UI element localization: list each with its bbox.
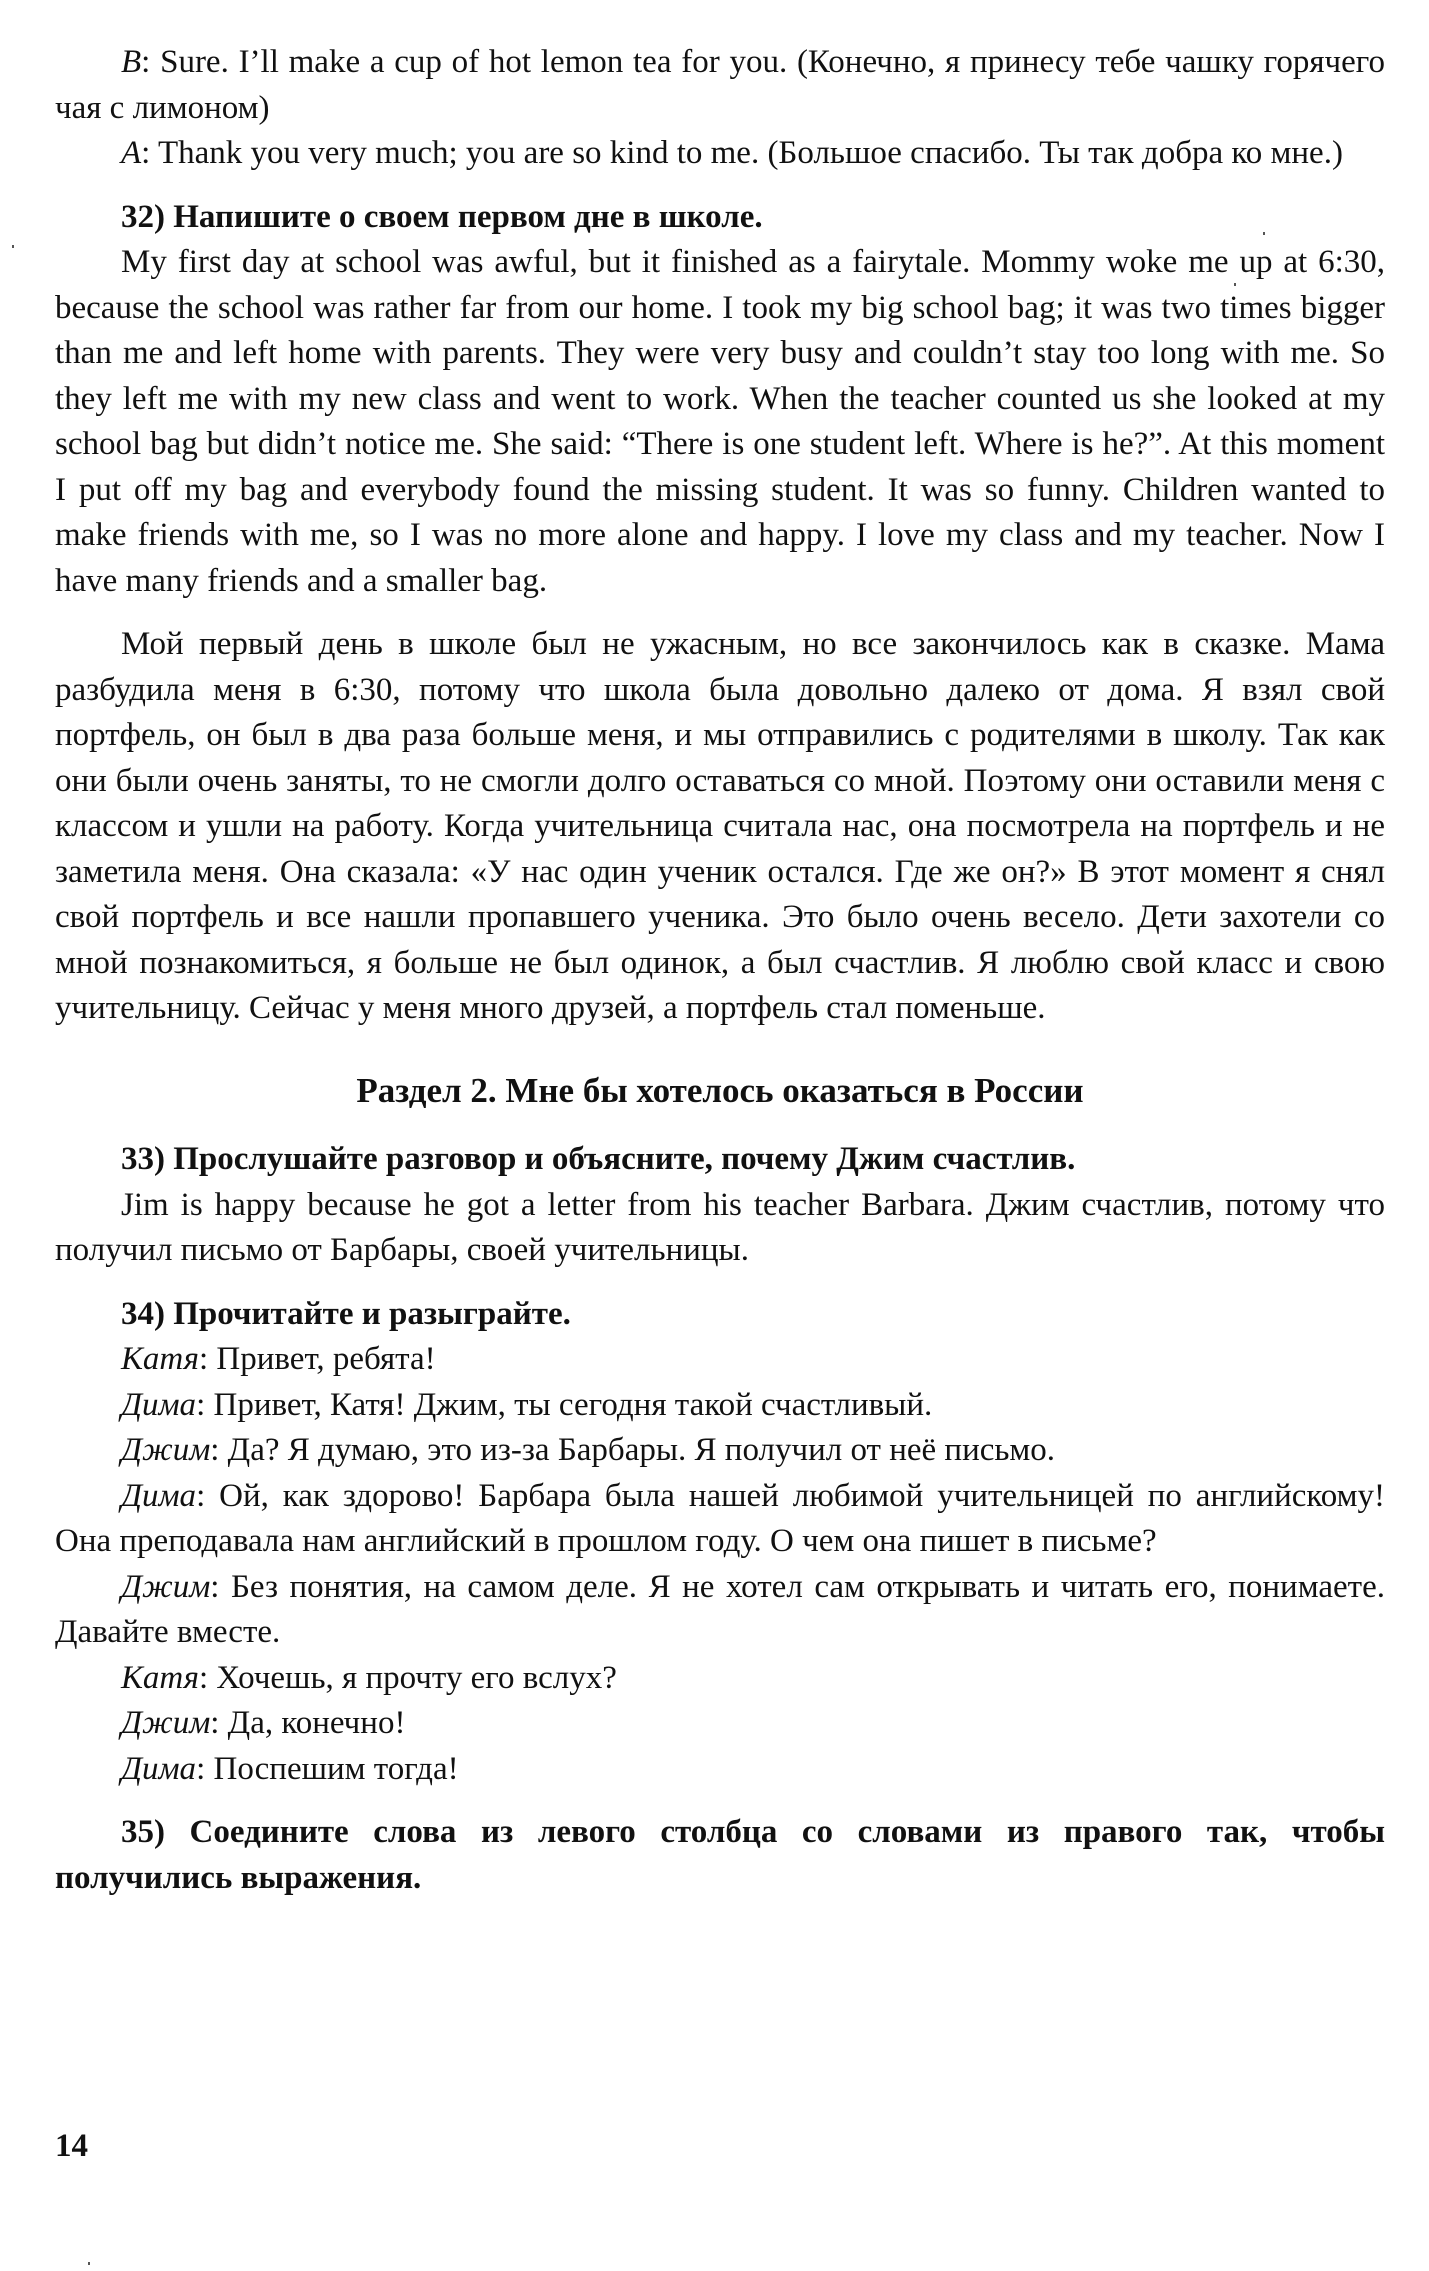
page-number: 14	[55, 2128, 88, 2164]
speaker: Дима	[121, 1477, 197, 1514]
speaker: Дима	[121, 1750, 197, 1787]
line-text: : Хочешь, я прочту его вслух?	[199, 1659, 617, 1696]
scan-speck	[12, 245, 14, 248]
line-text: : Да? Я думаю, это из-за Барбары. Я получил от неё письмо.	[210, 1432, 1056, 1468]
line-text: : Привет, ребята!	[199, 1341, 436, 1377]
line-text: : Да, конечно!	[210, 1705, 406, 1741]
scan-speck	[1263, 232, 1265, 235]
speaker: Джим	[121, 1568, 211, 1605]
scan-speck	[1234, 283, 1236, 286]
document-page	[55, 40, 1385, 1901]
speaker: Катя	[121, 1341, 199, 1377]
task-33-title: 33) Прослушайте разговор и объясните, почему Джим счастлив.	[121, 1141, 1076, 1177]
line-text: : Без понятия, на самом деле. Я не хотел сам открывать и читать его, понимаете. Давайте вместе.	[55, 1568, 1385, 1650]
dialogue-line	[55, 1701, 1385, 1747]
speaker: Джим	[121, 1432, 211, 1468]
speaker: B	[121, 44, 142, 80]
task-34-title: 34) Прочитайте и разыграйте.	[121, 1295, 571, 1332]
dialogue-line	[55, 131, 1385, 177]
task-32-title: 32) Напишите о своем первом дне в школе.	[121, 198, 763, 235]
line-text: : Thank you very much; you are so kind to me. (Большое спасибо. Ты так добра ко мне.)	[141, 135, 1343, 171]
task-33-answer: Jim is happy because he got a letter from his teacher Barbara. Джим счастлив, потому что получил письмо от Барбары, своей учительницы.	[55, 1186, 1385, 1268]
speaker: Дима	[121, 1386, 197, 1423]
dialogue-line	[55, 40, 1385, 131]
dialogue-line	[55, 1656, 1385, 1702]
dialogue-line	[55, 1747, 1385, 1793]
dialogue-line	[55, 1337, 1385, 1383]
dialogue-line	[55, 1428, 1385, 1474]
scan-speck	[88, 2262, 90, 2265]
speaker: A	[121, 135, 142, 171]
line-text: : Ой, как здорово! Барбара была нашей любимой учительницей по английскому! Она преподавала нам английский в прошлом году. О чем она пишет в письме?	[55, 1477, 1385, 1559]
dialogue-line	[55, 1474, 1385, 1565]
task-35-title: 35) Соедините слова из левого столбца со словами из правого так, чтобы получились выражения.	[55, 1814, 1385, 1896]
line-text: : Поспешим тогда!	[196, 1750, 459, 1787]
line-text: : Sure. I’ll make a cup of hot lemon tea for you. (Конечно, я принесу тебе чашку горячего чая с лимоном)	[55, 44, 1385, 126]
line-text: : Привет, Катя! Джим, ты сегодня такой счастливый.	[196, 1386, 933, 1423]
dialogue-line	[55, 1565, 1385, 1656]
speaker: Катя	[121, 1659, 199, 1696]
section-title: Раздел 2. Мне бы хотелось оказаться в России	[356, 1070, 1084, 1110]
speaker: Джим	[121, 1705, 211, 1741]
task-32-english: My first day at school was awful, but it finished as a fairytale. Mommy woke me up at 6:30, because the school was rather far from our home. I took my big school bag; it was two times bigger than me and left home with parents. They were very busy and couldn’t stay too long with me. So they left me with my new class and went to work. When the teacher counted us she looked at my school bag but didn’t notice me. She said: “There is one student left. Where is he?”. At this moment I put off my bag and everybody found the missing student. It was so funny. Children wanted to make friends with me, so I was no more alone and happy. I love my class and my teacher. Now I have many friends and a smaller bag.	[55, 244, 1385, 599]
task-32-russian: Мой первый день в школе был не ужасным, но все закончилось как в сказке. Мама разбудила меня в 6:30, потому что школа была довольно далеко от дома. Я взял свой портфель, он был в два раза больше меня, и мы отправились с родителями в школу. Так как они были очень заняты, то не смогли долго оставаться со мной. Поэтому они оставили меня с классом и ушли на работу. Когда учительница считала нас, она посмотрела на портфель и не заметила меня. Она сказала: «У нас один ученик остался. Где же он?» В этот момент я снял свой портфель и все нашли пропавшего ученика. Это было очень весело. Дети захотели со мной познакомиться, я больше не был одинок, а был счастлив. Я люблю свой класс и свою учительницу. Сейчас у меня много друзей, а портфель стал поменьше.	[55, 626, 1385, 1026]
dialogue-line	[55, 1383, 1385, 1429]
